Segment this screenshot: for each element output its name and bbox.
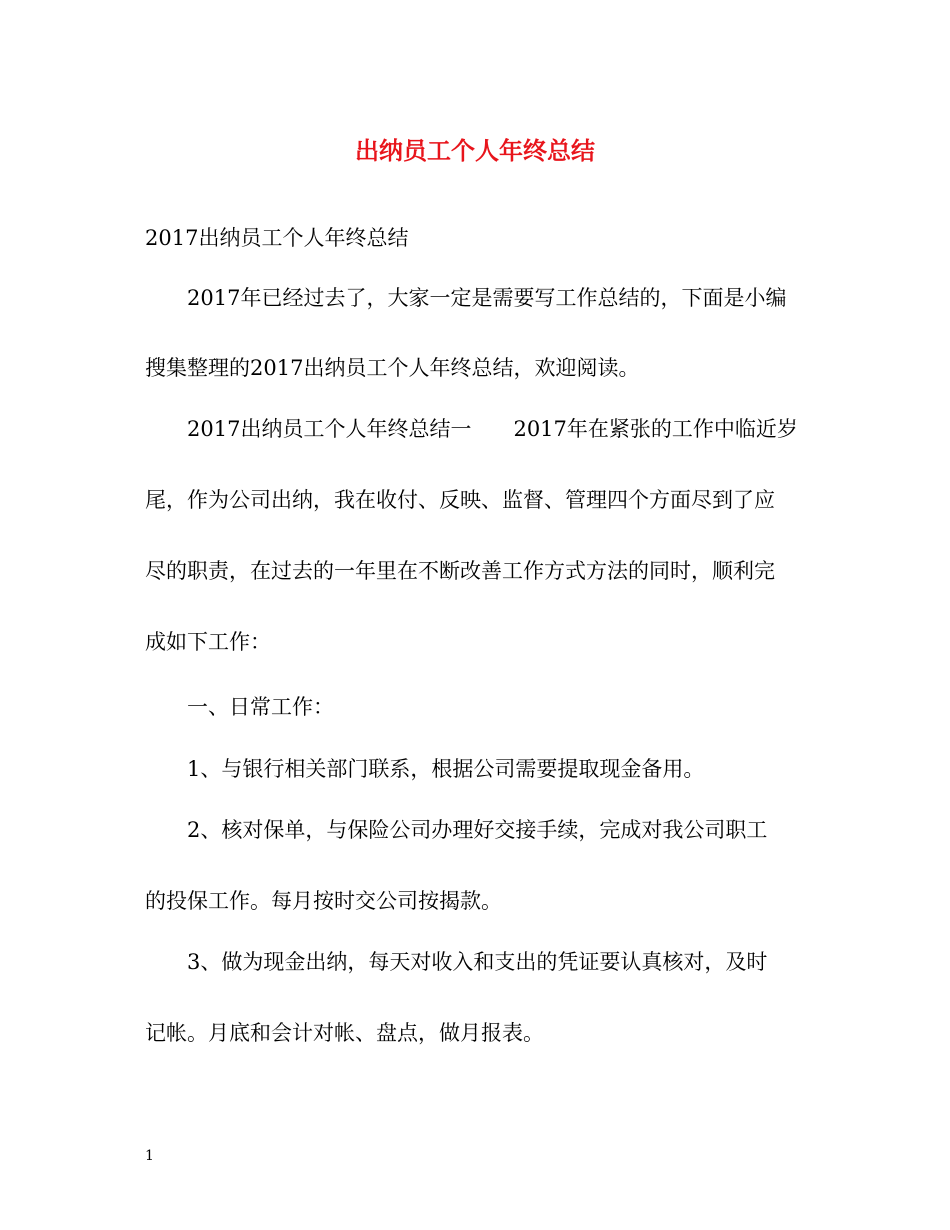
section-heading: 一、日常工作： bbox=[187, 695, 334, 719]
paragraph-line: 记帐。月底和会计对帐、盘点，做月报表。 bbox=[145, 1021, 544, 1045]
paragraph-line: 搜集整理的2017出纳员工个人年终总结，欢迎阅读。 bbox=[145, 356, 640, 380]
list-item: 1、与银行相关部门联系，根据公司需要提取现金备用。 bbox=[187, 757, 705, 781]
paragraph-line: 尾，作为公司出纳，我在收付、反映、监督、管理四个方面尽到了应 bbox=[145, 488, 775, 512]
list-item: 2、核对保单，与保险公司办理好交接手续，完成对我公司职工 bbox=[187, 818, 768, 842]
page-number: 1 bbox=[145, 1148, 154, 1164]
list-item: 3、做为现金出纳，每天对收入和支出的凭证要认真核对，及时 bbox=[187, 950, 768, 974]
section-heading: 2017出纳员工个人年终总结一 bbox=[187, 417, 472, 441]
paragraph-line bbox=[187, 413, 798, 445]
paragraph-line: 2017年已经过去了，大家一定是需要写工作总结的，下面是小编 bbox=[187, 286, 787, 310]
paragraph-line: 的投保工作。每月按时交公司按揭款。 bbox=[145, 889, 502, 913]
paragraph-line: 尽的职责，在过去的一年里在不断改善工作方式方法的同时，顺利完 bbox=[145, 559, 775, 583]
paragraph-line: 成如下工作： bbox=[145, 630, 271, 654]
document-title: 出纳员工个人年终总结 bbox=[355, 136, 595, 165]
paragraph-text: 2017年在紧张的工作中临近岁 bbox=[513, 417, 798, 441]
document-subtitle: 2017出纳员工个人年终总结 bbox=[145, 226, 409, 250]
